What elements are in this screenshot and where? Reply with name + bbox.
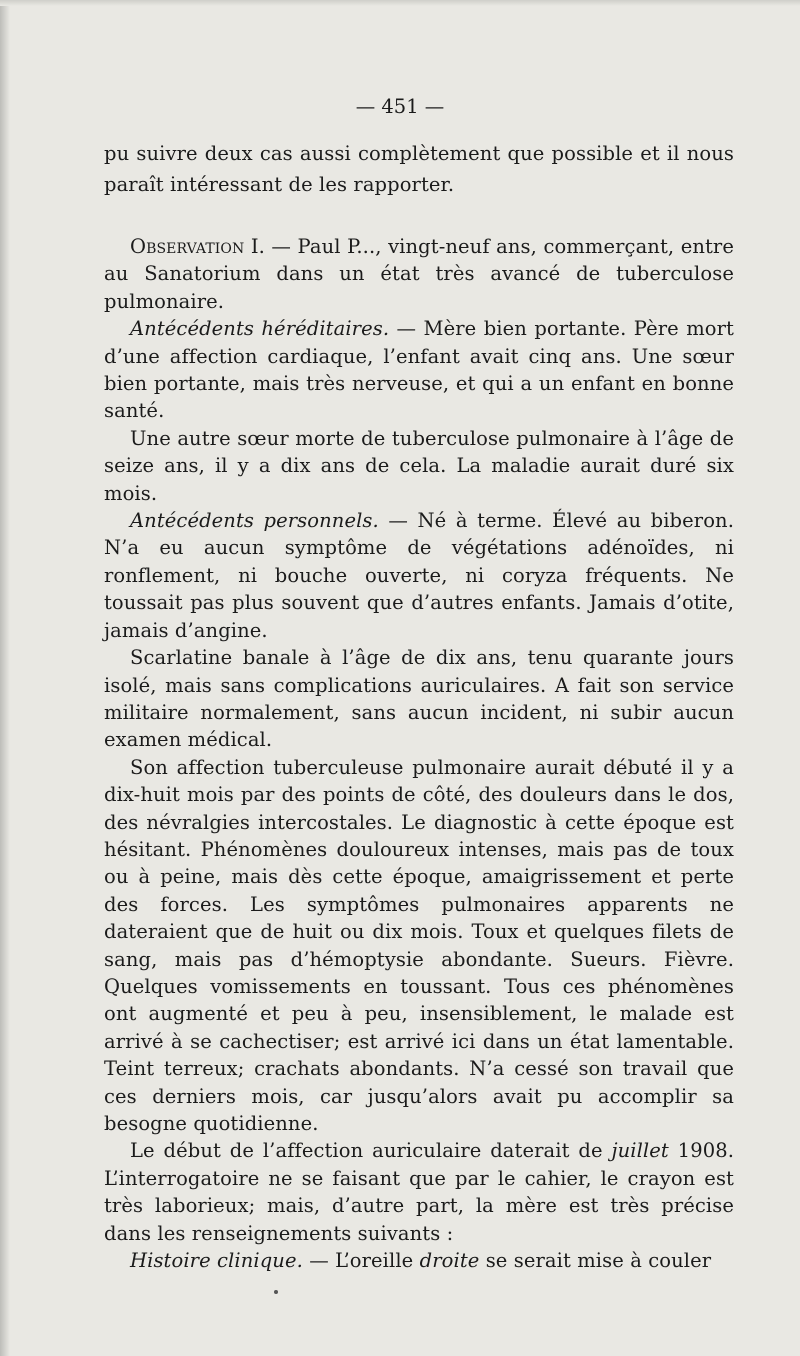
personal-paragraph [104, 507, 734, 644]
clinical-heading: Histoire clinique. [130, 1249, 303, 1273]
personal-text: — Né à terme. Élevé au biberon. N’a eu aucun symptôme de végétations adénoïdes, ni ronflement, ni bouche ouverte, ni coryza fréquents. Ne toussait pas plus souvent que d’autres enfants. Jamais d’otite, jamais d’angine. [104, 509, 734, 642]
observation-section [104, 233, 734, 1274]
clinical-italic: droite [419, 1249, 480, 1273]
page-left-edge-shadow [0, 0, 10, 1356]
page-top-edge-shadow [0, 0, 800, 6]
observation-intro-paragraph [104, 233, 734, 315]
debut-italic: juillet [611, 1139, 669, 1163]
page-number: — 451 — [355, 95, 445, 118]
debut-text-after: 1908. L’interrogatoire ne se faisant que par le cahier, le crayon est très laborieux; mais, d’autre part, la mère est très précise dans les renseignements suivants : [104, 1139, 735, 1245]
clinical-text-after: se serait mise à couler [479, 1249, 712, 1273]
clinical-text-before: — L’oreille [302, 1249, 420, 1273]
clinical-paragraph [104, 1247, 734, 1274]
scan-speck [274, 1290, 278, 1294]
affection-paragraph: Son affection tuberculeuse pulmonaire aurait débuté il y a dix-huit mois par des points de côté, des douleurs dans le dos, des névralgies intercostales. Le diagnostic à cette époque est hésitant. Phénomènes douloureux intenses, mais pas de toux ou à peine, mais dès cette époque, amaigrissement et perte des forces. Les symptômes pulmonaires apparents ne dateraient que de huit ou dix mois. Toux et quelques filets de sang, mais pas d’hémoptysie abondante. Sueurs. Fièvre. Quelques vomissements en toussant. Tous ces phénomènes ont augmenté et peu à peu, insensiblement, le malade est arrivé à se cachectiser; est arrivé ici dans un état lamentable. Teint terreux; crachats abondants. N’a cessé son travail que ces derniers mois, car jusqu’alors avait pu accomplir sa besogne quotidienne. [104, 755, 734, 1135]
intro-text: pu suivre deux cas aussi complètement que possible et il nous paraît intéressant de les rapporter. [104, 142, 734, 196]
heredity-text: — Mère bien portante. Père mort d’une affection cardiaque, l’enfant avait cinq ans. Une sœur bien portante, mais très nerveuse, et qui a un enfant en bonne santé. [104, 317, 734, 423]
scarlatine-paragraph: Scarlatine banale à l’âge de dix ans, tenu quarante jours isolé, mais sans complications auriculaires. A fait son service militaire normalement, sans aucun incident, ni subir aucun examen médical. [104, 646, 734, 752]
observation-lead: — Paul P..., vingt-neuf ans, commerçant, entre au Sanatorium dans un état très avancé de tuberculose pulmonaire. [104, 235, 734, 313]
debut-text-before: Le début de l’affection auriculaire daterait de [130, 1139, 612, 1163]
heredity-heading: Antécédents héréditaires. [130, 317, 390, 341]
personal-heading: Antécédents personnels. [130, 509, 379, 533]
heredity-paragraph [104, 315, 734, 425]
sister-paragraph: Une autre sœur morte de tuberculose pulmonaire à l’âge de seize ans, il y a dix ans de cela. La maladie aurait duré six mois. [104, 426, 734, 505]
debut-paragraph [104, 1137, 734, 1247]
observation-label: Observation I. [130, 235, 265, 258]
intro-paragraph [104, 138, 734, 200]
